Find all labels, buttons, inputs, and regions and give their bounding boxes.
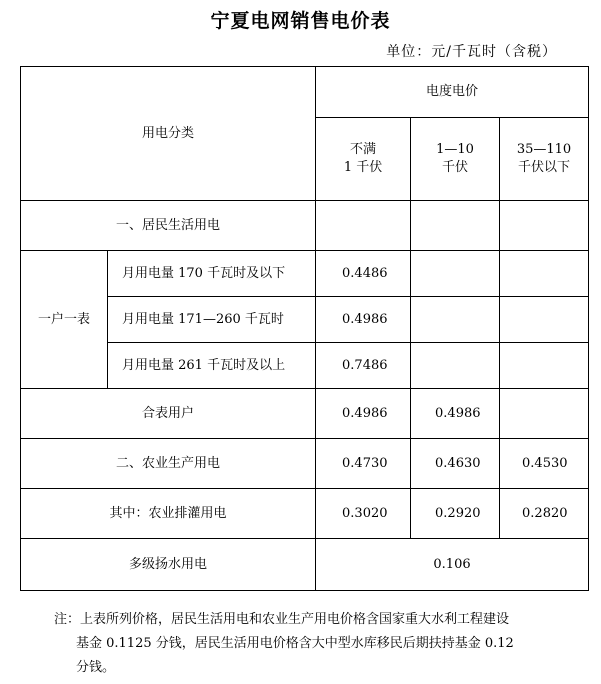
tier-price: 0.4986 (316, 297, 411, 343)
header-category: 用电分类 (21, 67, 316, 201)
footnote-line: 注：上表所列价格，居民生活用电和农业生产用电价格含国家重大水利工程建设 (54, 612, 510, 627)
footnote-line: 基金 0.1125 分钱，居民生活用电价格含大中型水库移民后期扶持基金 0.12 (76, 636, 514, 651)
empty-cell (411, 343, 500, 389)
empty-cell (316, 201, 411, 251)
empty-cell (500, 251, 589, 297)
household-group-label: 一户一表 (21, 251, 108, 389)
irrigation-label: 其中：农业排灌用电 (21, 489, 316, 539)
tier-price: 0.4486 (316, 251, 411, 297)
irrigation-price-high: 0.2820 (500, 489, 589, 539)
header-col-high-voltage (500, 118, 589, 201)
empty-cell (500, 201, 589, 251)
shared-meter-label: 合表用户 (21, 389, 316, 439)
tier-label: 月用电量 170 千瓦时及以下 (108, 251, 316, 297)
header-col-mid-voltage (411, 118, 500, 201)
tier-price: 0.7486 (316, 343, 411, 389)
header-group: 电度电价 (316, 67, 589, 118)
pumping-price: 0.106 (316, 539, 589, 591)
agriculture-price-low: 0.4730 (316, 439, 411, 489)
agriculture-price-high: 0.4530 (500, 439, 589, 489)
empty-cell (411, 201, 500, 251)
header-col-mid-line2: 千伏 (442, 160, 469, 175)
header-col-low-voltage (316, 118, 411, 201)
unit-label: 单位：元/千瓦时（含税） (386, 44, 557, 60)
empty-cell (500, 297, 589, 343)
empty-cell (411, 297, 500, 343)
footnote-line: 分钱。 (76, 660, 116, 675)
agriculture-price-mid: 0.4630 (411, 439, 500, 489)
agriculture-label: 二、农业生产用电 (21, 439, 316, 489)
header-col-high-line1: 35—110 (516, 142, 572, 157)
irrigation-price-mid: 0.2920 (411, 489, 500, 539)
header-col-low-line1: 不满 (350, 142, 377, 157)
empty-cell (500, 389, 589, 439)
empty-cell (500, 343, 589, 389)
pumping-label: 多级扬水用电 (21, 539, 316, 591)
header-col-high-line2: 千伏以下 (518, 160, 571, 175)
tier-label: 月用电量 171—260 千瓦时 (108, 297, 316, 343)
section-residential: 一、居民生活用电 (21, 201, 316, 251)
page-title: 宁夏电网销售电价表 (210, 10, 391, 32)
footnote (54, 608, 574, 680)
irrigation-price-low: 0.3020 (316, 489, 411, 539)
price-table (20, 66, 589, 591)
header-col-low-line2: 1 千伏 (343, 160, 383, 175)
shared-meter-price-mid: 0.4986 (411, 389, 500, 439)
header-col-mid-line1: 1—10 (436, 142, 474, 157)
tier-label: 月用电量 261 千瓦时及以上 (108, 343, 316, 389)
shared-meter-price-low: 0.4986 (316, 389, 411, 439)
empty-cell (411, 251, 500, 297)
